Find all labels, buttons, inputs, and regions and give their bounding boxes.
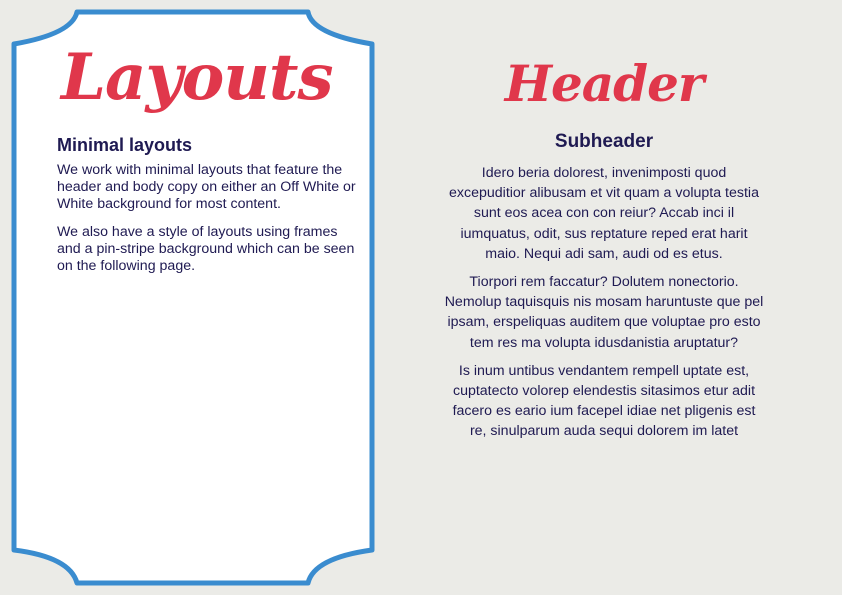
right-paragraph: Tiorpori rem faccatur? Dolutem nonectorio. Nemolup taquisquis nis mosam haruntuste que pel ipsam, erspeliquas auditem que voluptae pro esto tem res ma volupta idusdanistia aruptatur? (444, 274, 764, 351)
right-paragraph: Idero beria dolorest, invenimposti quod excepuditior alibusam et vit quam a volupta testia sunt eos acea con con reiur? Accab inci il iumquatus, odit, sus reptature reped erat harit maio. Nequi adi sam, audi od es etus. (449, 165, 759, 262)
layouts-title: Layouts (61, 40, 333, 115)
left-paragraph: We also have a style of layouts using frames and a pin-stripe background which can be seen on the following page. (57, 224, 355, 274)
right-body-copy (443, 163, 765, 442)
left-body-copy (57, 162, 357, 275)
left-panel (57, 40, 357, 286)
right-panel (443, 55, 765, 450)
left-paragraph: We work with minimal layouts that feature the header and body copy on either an Off White or White background for most content. (57, 162, 356, 212)
right-paragraph: Is inum untibus vendantem rempell uptate est, cuptatecto volorep elendestis sitasimos etur adit facero es eario ium facepel idiae net pligenis est re, sinulparum auda sequi dolorem im latet (452, 362, 756, 440)
minimal-layouts-heading: Minimal layouts (57, 135, 193, 155)
subheader: Subheader (554, 131, 654, 152)
header-title: Header (504, 54, 704, 113)
